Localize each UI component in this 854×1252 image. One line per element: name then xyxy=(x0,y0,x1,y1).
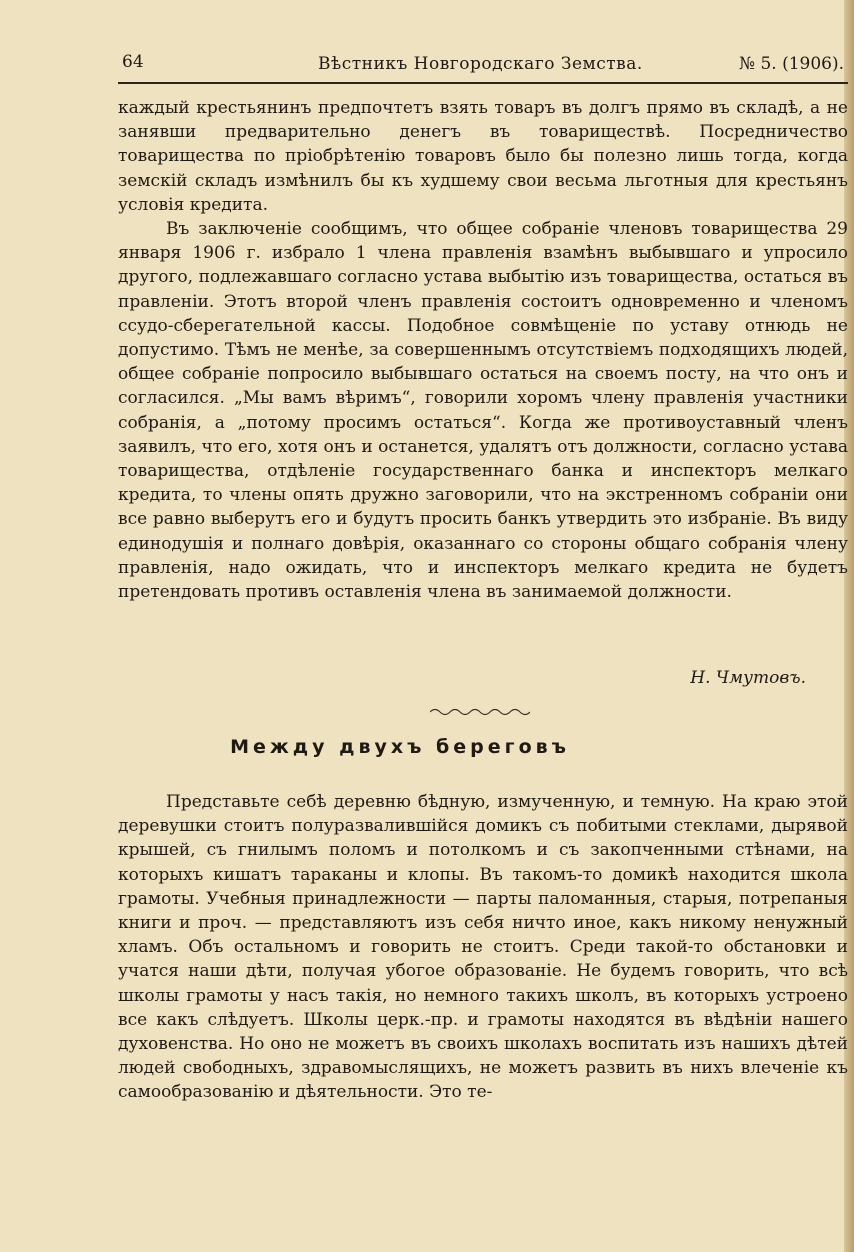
page-number: 64 xyxy=(122,52,144,72)
paragraph-body: Представьте себѣ деревню бѣдную, измученную, и темную. На краю этой деревушки стоитъ полуразвалившійся домикъ съ побитыми стеклами, дырявой крышей, съ гнилымъ поломъ и потолкомъ и съ закопченными стѣнами, на которыхъ кишатъ тараканы и клопы. Въ такомъ-то домикѣ находится школа грамоты. Учебныя принадлежности — парты паломанныя, старыя, потрепаныя книги и проч. — представляютъ изъ себя ничто иное, какъ никому ненужный хламъ. Объ остальномъ и говорить не стоитъ. Среди такой-то обстановки и учатся наши дѣти, получая убогое образованіе. Не будемъ говорить, что всѣ школы грамоты у насъ такія, но немного такихъ школъ, въ которыхъ устроено все какъ слѣдуетъ. Школы церк.-пр. и грамоты находятся въ вѣдѣніи нашего духовенства. Но оно не можетъ въ своихъ школахъ воспитать изъ нашихъ дѣтей людей свободныхъ, здравомыслящихъ, не можетъ развить въ нихъ влеченіе къ самообразованію и дѣятельности. Это те- xyxy=(118,792,848,1103)
article-heading: Между двухъ береговъ xyxy=(230,736,570,758)
paragraph-conclusion: Въ заключеніе сообщимъ, что общее собраніе членовъ товарищества 29 января 1906 г. избрало 1 члена правленія взамѣнъ выбывшаго и упросило другого, подлежавшаго согласно устава выбытію изъ товарищества, остаться въ правленіи. Этотъ второй членъ правленія состоитъ одновременно и членомъ ссудо-сберегательной кассы. Подобное совмѣщеніе по уставу отнюдь не допустимо. Тѣмъ не менѣе, за совершеннымъ отсутствіемъ подходящихъ людей, общее собраніе попросило выбывшаго остаться на своемъ посту, на что онъ и согласился. „Мы вамъ вѣримъ“, говорили хоромъ члену правленія участники собранія, а „потому просимъ остаться“. Когда же противоуставный членъ заявилъ, что его, хотя онъ и останется, удалятъ отъ должности, согласно устава товарищества, отдѣленіе государственнаго банка и инспекторъ мелкаго кредита, то члены опять дружно заговорили, что на экстренномъ собраніи они все равно выберутъ его и будутъ просить банкъ утвердить это избраніе. Въ виду единодушія и полнаго довѣрія, оказаннаго со стороны общаго собранія члену правленія, надо ожидать, что и инспекторъ мелкаго кредита не будетъ претендовать противъ оставленія члена въ занимаемой должности. xyxy=(118,219,848,603)
running-header xyxy=(118,52,848,84)
article-body xyxy=(118,790,848,1105)
author-signature: Н. Чмутовъ. xyxy=(690,668,806,688)
journal-title: Вѣстникъ Новгородскаго Земства. xyxy=(318,54,643,74)
article-continuation xyxy=(118,96,848,604)
issue-number: № 5. (1906). xyxy=(738,54,844,74)
wavy-divider-ornament xyxy=(430,706,530,718)
paragraph-continued: каждый крестьянинъ предпочтетъ взять товаръ въ долгъ прямо въ складѣ, а не занявши предварительно денегъ въ товариществѣ. Посредничество товарищества по пріобрѣтенію товаровъ было бы полезно лишь тогда, когда земскій складъ измѣнилъ бы къ худшему свои весьма льготныя для крестьянъ условія кредита. xyxy=(118,98,848,215)
